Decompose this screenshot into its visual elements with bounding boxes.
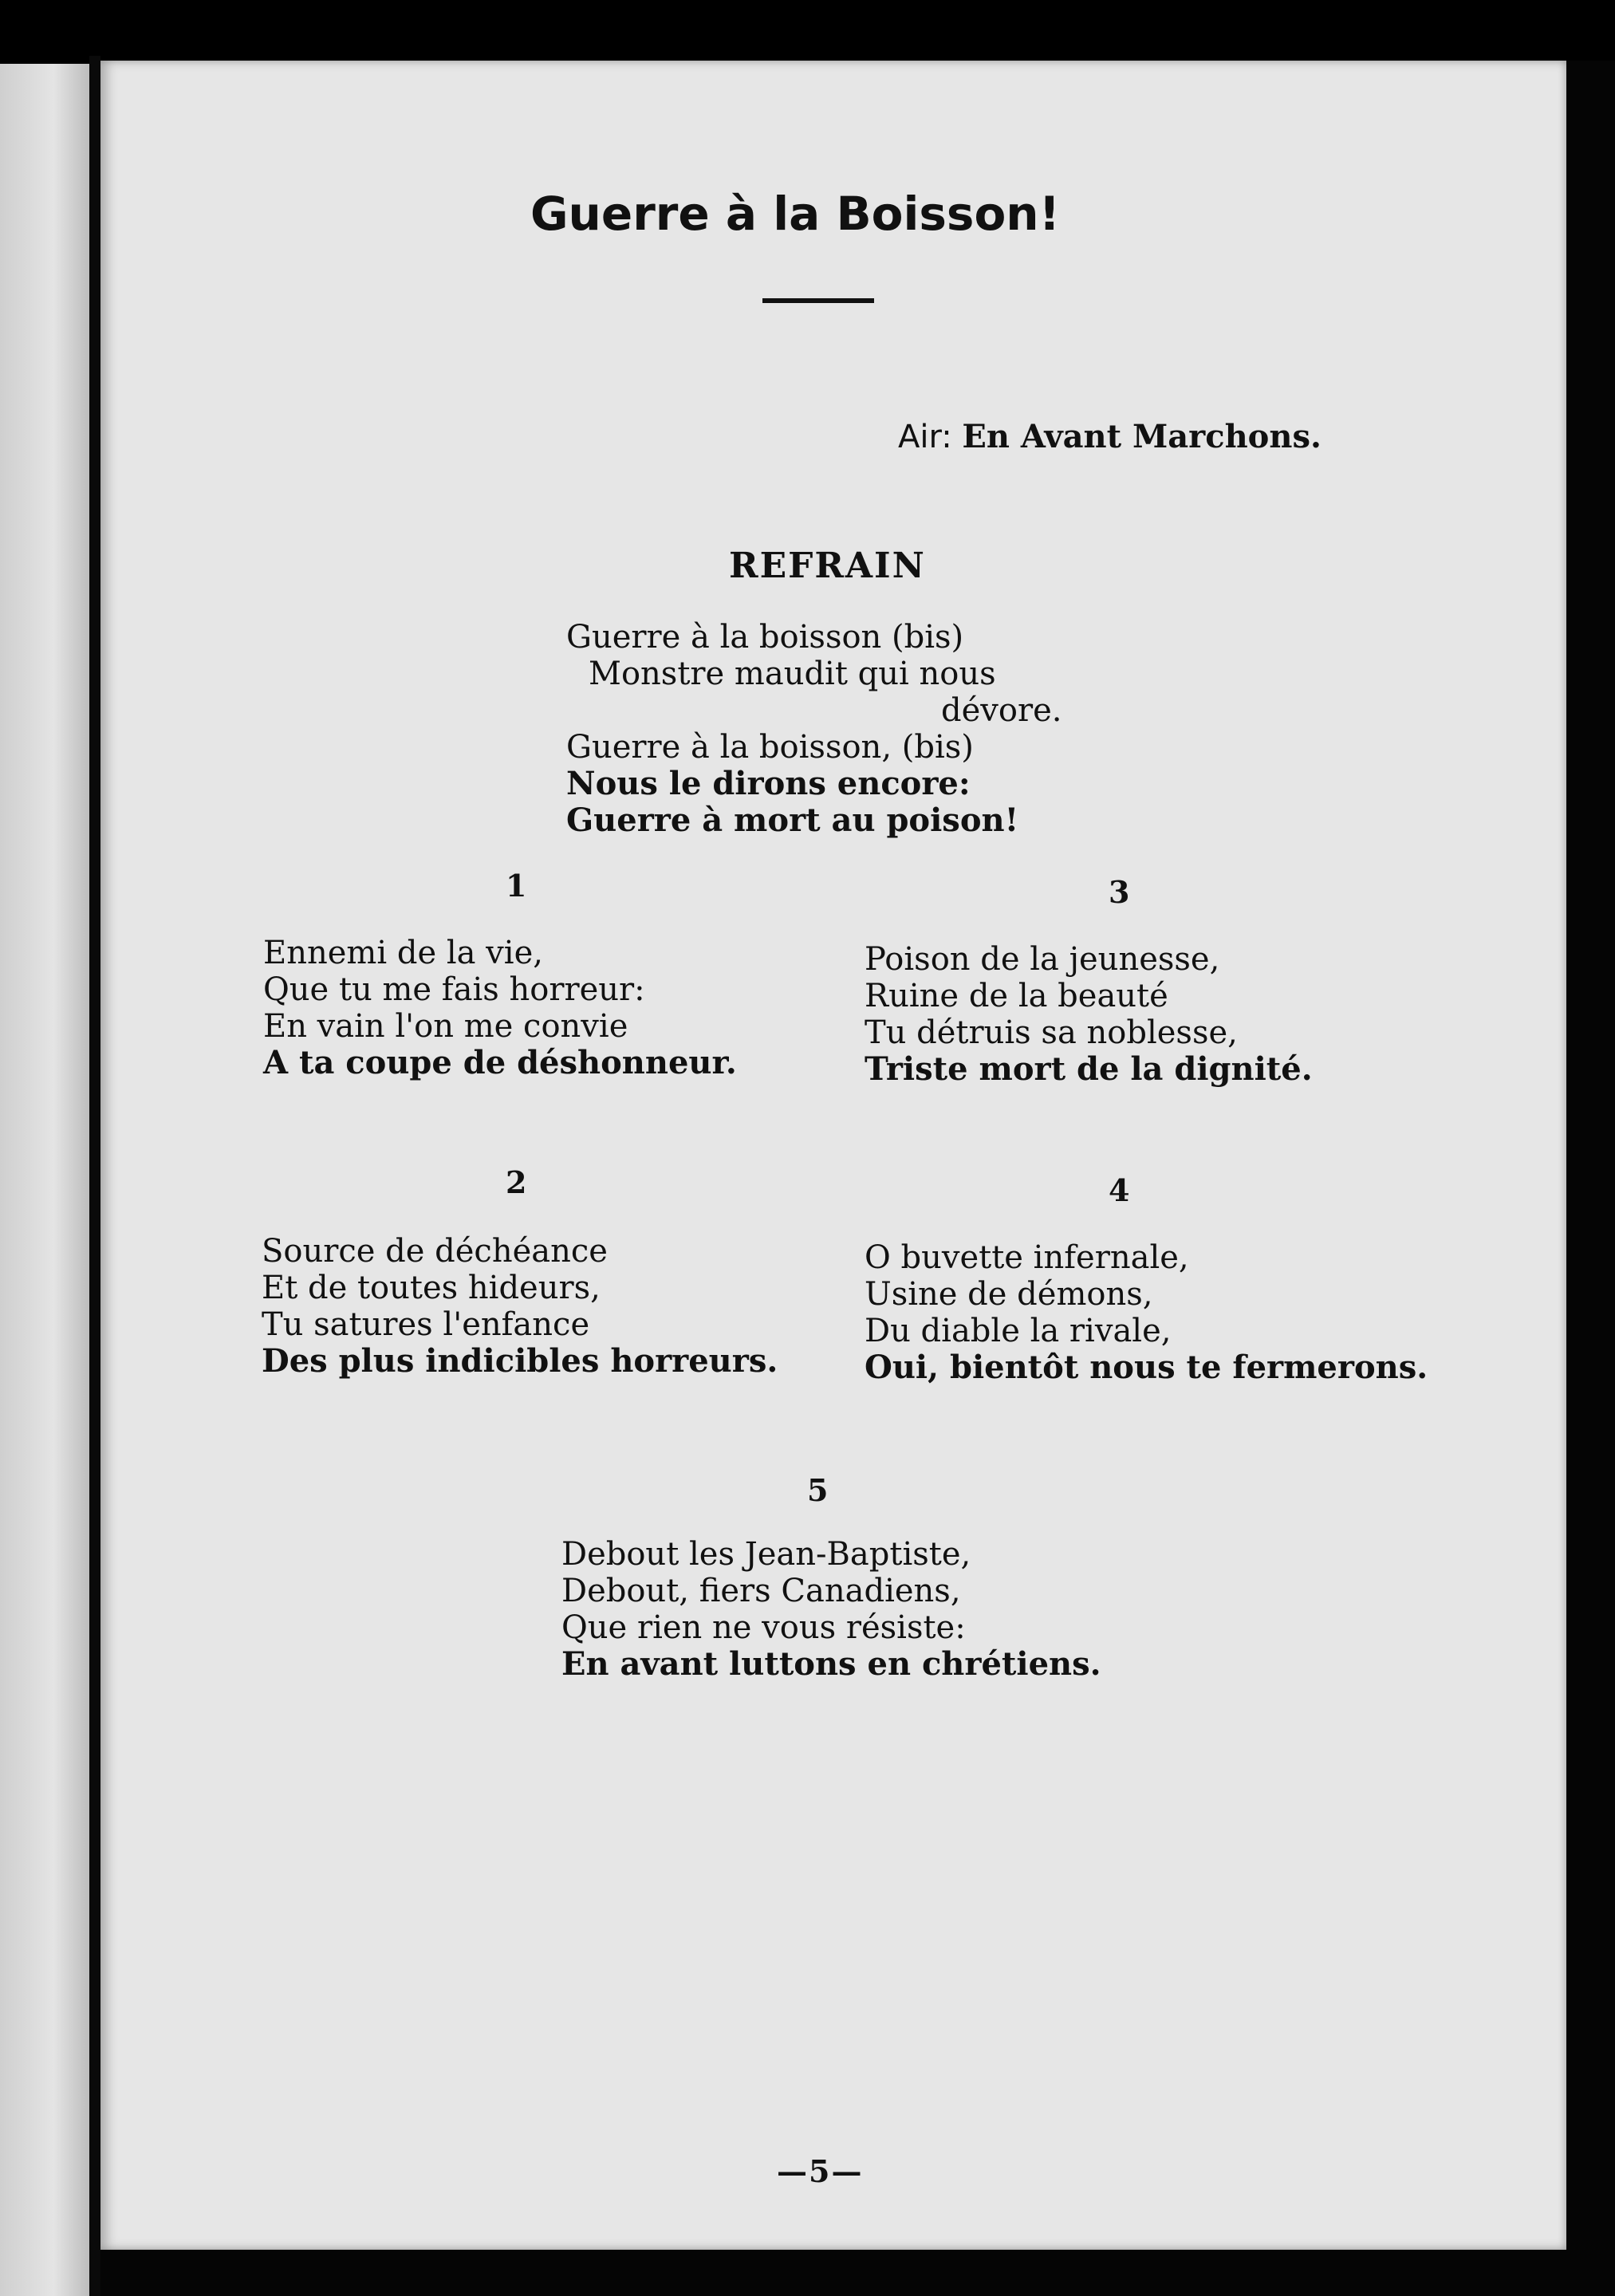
refrain-line: Guerre à mort au poison! (566, 801, 1019, 839)
stanza-1 (263, 935, 737, 1081)
stanza-line: Tu détruis sa noblesse, (865, 1014, 1238, 1051)
stanza-line: Poison de la jeunesse, (865, 941, 1220, 978)
stanza-line: A ta coupe de déshonneur. (263, 1044, 737, 1081)
stanza-line: Que rien ne vous résiste: (561, 1609, 966, 1646)
tune-label: Air: (898, 419, 952, 455)
stanza-line: Et de toutes hideurs, (262, 1270, 601, 1306)
stanza-line: Triste mort de la dignité. (865, 1050, 1313, 1088)
tune-name: En Avant Marchons. (962, 418, 1322, 455)
stanza-line: Source de déchéance (262, 1233, 608, 1270)
refrain-text (566, 619, 1062, 839)
page-gutter (89, 56, 100, 2296)
stanza-line: Des plus indicibles horreurs. (262, 1342, 778, 1380)
stanza-line: Ennemi de la vie, (263, 935, 543, 971)
stanza-line: Debout, fiers Canadiens, (561, 1573, 961, 1609)
refrain-line: dévore. (941, 692, 1062, 729)
document-page (100, 61, 1566, 2250)
stanza-number: 1 (506, 868, 527, 904)
song-title: Guerre à la Boisson! (530, 187, 1061, 241)
stanza-line: Debout les Jean-Baptiste, (561, 1536, 971, 1573)
stanza-number: 5 (807, 1472, 829, 1508)
stanza-2 (262, 1233, 778, 1380)
stanza-line: Ruine de la beauté (865, 978, 1168, 1014)
stanza-line: Oui, bientôt nous te fermerons. (865, 1349, 1428, 1386)
stanza-number: 3 (1109, 874, 1130, 910)
stanza-line: En vain l'on me convie (263, 1008, 628, 1045)
refrain-line: Nous le dirons encore: (566, 765, 971, 802)
refrain-line: Guerre à la boisson (bis) (566, 619, 964, 656)
stanza-number: 4 (1109, 1172, 1130, 1208)
refrain-line: Monstre maudit qui nous (589, 656, 996, 692)
stanza-number: 2 (506, 1164, 527, 1200)
stanza-line: O buvette infernale, (865, 1239, 1189, 1276)
scan-border-right (1566, 61, 1615, 2296)
stanza-line: Tu satures l'enfance (262, 1306, 590, 1343)
stanza-line: Du diable la rivale, (865, 1313, 1172, 1349)
refrain-heading: REFRAIN (729, 545, 926, 586)
scan-border-bottom (100, 2250, 1566, 2296)
stanza-4 (865, 1239, 1428, 1386)
stanza-5 (561, 1536, 1101, 1683)
stanza-line: En avant luttons en chrétiens. (561, 1645, 1101, 1683)
refrain-line: Guerre à la boisson, (bis) (566, 729, 974, 766)
stanza-3 (865, 941, 1313, 1088)
stanza-line: Usine de démons, (865, 1276, 1153, 1313)
page-number: —5— (777, 2153, 864, 2189)
title-divider (762, 298, 874, 303)
facing-page-edge (0, 64, 89, 2296)
tune-indication (898, 418, 1322, 455)
stanza-line: Que tu me fais horreur: (263, 971, 645, 1008)
